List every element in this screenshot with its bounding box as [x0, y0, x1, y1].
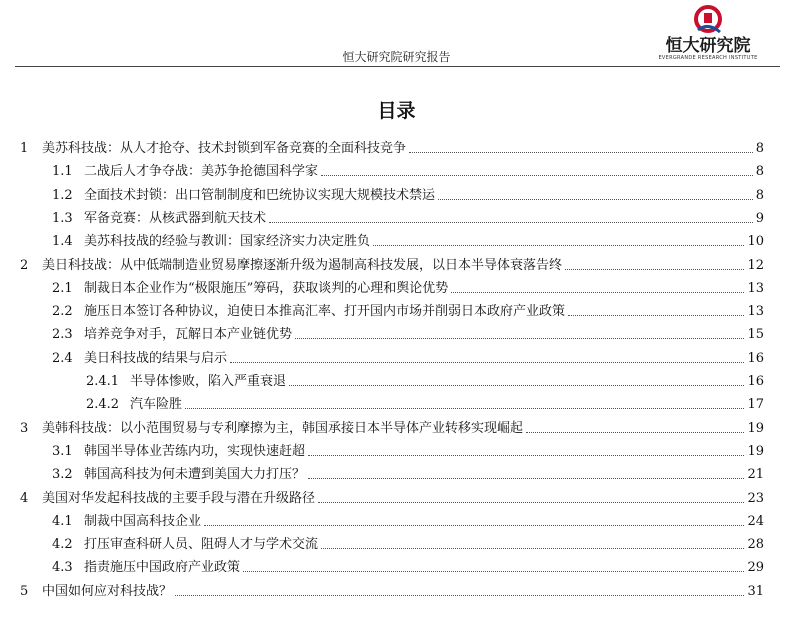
toc-entry-page: 17: [747, 397, 764, 413]
toc-dot-leader: [295, 338, 744, 339]
toc-entry-number: 1.2: [52, 187, 73, 203]
toc-entry-page: 13: [747, 280, 764, 296]
toc-dot-leader: [308, 455, 744, 456]
toc-entry-title: 施压日本签订各种协议，迫使日本推高汇率、打开国内市场并削弱日本政府产业政策: [84, 304, 566, 320]
toc-entry-page: 19: [747, 420, 764, 436]
toc-entry-title: 打压审查科研人员、阻碍人才与学术交流: [84, 537, 319, 553]
toc-entry-number: 3.2: [52, 467, 73, 483]
evergrande-logo-icon: [690, 4, 726, 36]
toc-entry[interactable]: [86, 367, 764, 390]
toc-entry-page: 29: [747, 560, 764, 576]
toc-entry-title: 美苏科技战：从人才抢夺、技术封锁到军备竞赛的全面科技竞争: [42, 141, 407, 156]
toc-entry[interactable]: [20, 414, 764, 437]
toc-entry-title: 制裁日本企业作为“极限施压”筹码，获取谈判的心理和舆论优势: [84, 280, 449, 296]
toc-entry[interactable]: [52, 530, 764, 553]
toc-dot-leader: [373, 245, 744, 246]
toc-entry-number: 5: [20, 583, 29, 599]
toc-entry-number: 4.3: [52, 560, 73, 576]
toc-entry-page: 31: [747, 583, 764, 599]
toc-entry[interactable]: [52, 437, 764, 460]
toc-dot-leader: [318, 502, 744, 503]
logo-text-en: EVERGRANDE RESEARCH INSTITUTE: [658, 55, 758, 61]
toc-entry-page: 19: [747, 443, 764, 459]
toc-dot-leader: [243, 571, 744, 572]
toc-dot-leader: [451, 292, 744, 293]
toc-entry-number: 4.1: [52, 513, 73, 529]
toc-dot-leader: [321, 548, 744, 549]
toc-entry-title: 制裁中国高科技企业: [84, 513, 202, 529]
toc-entry[interactable]: [52, 507, 764, 530]
toc-entry-page: 28: [747, 537, 764, 553]
toc-entry-title: 韩国半导体业苦练内功，实现快速赶超: [84, 443, 306, 459]
toc-heading: 目录: [377, 100, 416, 122]
toc-entry[interactable]: [52, 227, 764, 250]
toc-entry-page: 24: [747, 513, 764, 529]
toc-entry[interactable]: [52, 320, 764, 343]
toc-dot-leader: [568, 315, 744, 316]
toc-entry-title: 培养竞争对手，瓦解日本产业链优势: [84, 327, 293, 343]
toc-entry[interactable]: [20, 251, 764, 274]
toc-entry-number: 3.1: [52, 443, 73, 459]
toc-entry-number: 2: [20, 257, 29, 273]
toc-entry-number: 1.1: [52, 164, 73, 180]
toc-entry[interactable]: [52, 157, 764, 180]
toc-dot-leader: [204, 525, 744, 526]
toc-entry-page: 21: [747, 467, 764, 483]
toc-entry-page: 16: [747, 374, 764, 389]
toc-entry-page: 8: [755, 164, 764, 180]
toc-entry[interactable]: [52, 204, 764, 227]
toc-entry-title: 美苏科技战的经验与教训：国家经济实力决定胜负: [84, 234, 371, 250]
logo-text-cn: 恒大研究院: [665, 36, 751, 56]
toc-entry-number: 2.4: [52, 350, 73, 366]
toc-entry[interactable]: [20, 134, 764, 157]
toc-entry-number: 2.4.1: [86, 374, 120, 389]
toc-dot-leader: [175, 595, 744, 596]
toc-dot-leader: [185, 408, 744, 409]
toc-entry-title: 韩国高科技为何未遭到美国大力打压？: [84, 467, 306, 483]
toc-dot-leader: [409, 152, 753, 153]
toc-entry[interactable]: [52, 460, 764, 483]
toc-entry-page: 9: [755, 210, 764, 226]
toc-entry-title: 美国对华发起科技战的主要手段与潜在升级路径: [42, 490, 316, 506]
toc-entry[interactable]: [86, 390, 764, 413]
toc-entry-page: 13: [747, 304, 764, 320]
toc-entry-number: 4.2: [52, 537, 73, 553]
toc-entry[interactable]: [52, 181, 764, 204]
toc-entry-number: 4: [20, 490, 29, 506]
toc-entry-page: 8: [755, 187, 764, 203]
toc-entry[interactable]: [52, 344, 764, 367]
toc-dot-leader: [526, 432, 744, 433]
toc-entry-title: 半导体惨败，陷入严重衰退: [130, 374, 287, 389]
toc-entry[interactable]: [52, 274, 764, 297]
toc-dot-leader: [438, 199, 753, 200]
header-divider: [15, 66, 780, 67]
toc-dot-leader: [230, 362, 744, 363]
toc-entry-title: 全面技术封锁：出口管制制度和巴统协议实现大规模技术禁运: [84, 187, 436, 203]
toc-entry[interactable]: [52, 553, 764, 576]
toc-entry-page: 15: [747, 327, 764, 343]
toc-entry-title: 军备竞赛：从核武器到航天技术: [84, 210, 267, 226]
toc-entry-number: 2.4.2: [86, 397, 120, 413]
toc-entry-number: 2.3: [52, 327, 73, 343]
toc-entry-page: 10: [747, 234, 764, 250]
toc-entry-page: 12: [747, 257, 764, 273]
report-header-title: 恒大研究院研究报告: [342, 50, 451, 64]
toc-entry-number: 2.1: [52, 280, 73, 296]
toc-entry-title: 指责施压中国政府产业政策: [84, 560, 241, 576]
toc-dot-leader: [565, 269, 744, 270]
toc-entry-page: 16: [747, 350, 764, 366]
toc-entry[interactable]: [20, 484, 764, 507]
toc-entry-number: 1.4: [52, 234, 73, 250]
toc-entry-number: 1: [20, 141, 29, 156]
toc-entry[interactable]: [52, 297, 764, 320]
toc-entry-page: 23: [747, 490, 764, 506]
toc-entry-title: 二战后人才争夺战：美苏争抢德国科学家: [84, 164, 319, 180]
toc-entry-page: 8: [755, 141, 764, 156]
toc-dot-leader: [269, 222, 753, 223]
toc-dot-leader: [308, 478, 744, 479]
toc-entry-title: 美日科技战的结果与启示: [84, 350, 228, 366]
toc-entry-title: 中国如何应对科技战？: [42, 583, 173, 599]
toc-entry-title: 美日科技战：从中低端制造业贸易摩擦逐渐升级为遏制高科技发展，以日本半导体衰落告终: [42, 257, 563, 273]
toc-entry-title: 汽车险胜: [130, 397, 183, 413]
toc-entry-number: 2.2: [52, 304, 73, 320]
toc-entry-title: 美韩科技战：以小范围贸易与专利摩擦为主，韩国承接日本半导体产业转移实现崛起: [42, 420, 524, 436]
toc-dot-leader: [321, 175, 753, 176]
toc-entry-number: 1.3: [52, 210, 73, 226]
toc-dot-leader: [289, 385, 744, 386]
toc-entry-number: 3: [20, 420, 29, 436]
toc-entry[interactable]: [20, 577, 764, 600]
